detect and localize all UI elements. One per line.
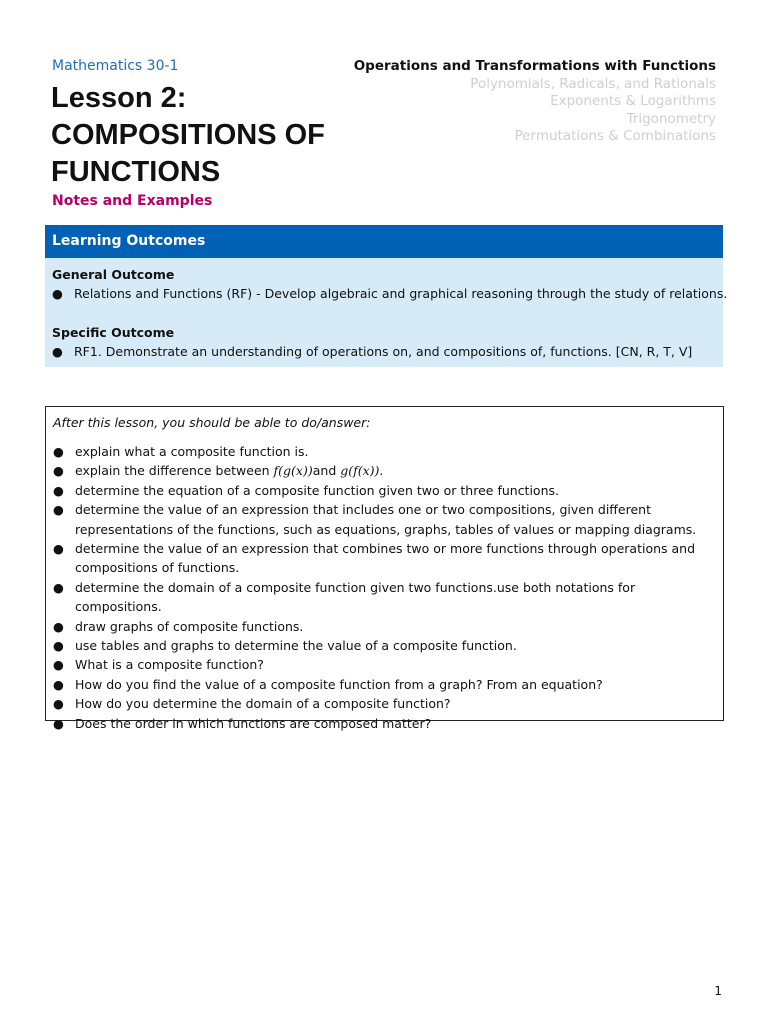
bullet-icon: ● (53, 638, 64, 654)
lesson-subtitle: Notes and Examples (52, 193, 213, 209)
lesson-goals-list (53, 442, 719, 733)
list-item: ● draw graphs of composite functions. (53, 617, 719, 636)
unit-list (354, 58, 716, 146)
bullet-icon: ● (53, 657, 64, 673)
bullet-icon: ● (53, 541, 64, 557)
list-item: ● Does the order in which functions are composed matter? (53, 714, 719, 733)
bullet-icon: ● (53, 463, 64, 479)
goal-text: . (379, 463, 384, 479)
list-item: ● determine the equation of a composite function given two or three functions. (53, 481, 719, 500)
bullet-icon: ● (53, 618, 64, 634)
general-outcome-text: Relations and Functions (RF) - Develop algebraic and graphical reasoning through the study of relations. (74, 286, 728, 301)
list-item: ● What is a composite function? (53, 655, 719, 674)
general-outcome-item (52, 286, 727, 301)
lesson-title-line: COMPOSITIONS OF (51, 119, 325, 151)
goal-text: and (312, 463, 341, 479)
general-outcome-label: General Outcome (52, 267, 175, 282)
bullet-icon: ● (53, 502, 64, 518)
specific-outcome-item (52, 344, 692, 359)
goal-text: explain the difference between (75, 463, 274, 479)
list-item: ● determine the domain of a composite function given two functions.use both notations for compositions. (53, 578, 719, 617)
bullet-icon: ● (53, 676, 64, 692)
bullet-icon: ● (52, 286, 63, 301)
specific-outcome-text: RF1. Demonstrate an understanding of operations on, and compositions of, functions. [CN, R, T, V] (74, 344, 693, 359)
list-item (53, 461, 719, 480)
bullet-icon: ● (53, 696, 64, 712)
lesson-goals-intro: After this lesson, you should be able to do/answer: (53, 415, 371, 430)
page-number: 1 (714, 984, 722, 998)
unit-item: Permutations & Combinations (514, 128, 716, 144)
bullet-icon: ● (53, 715, 64, 731)
unit-current: Operations and Transformations with Functions (353, 58, 716, 74)
list-item: ● use tables and graphs to determine the value of a composite function. (53, 636, 719, 655)
unit-item: Exponents & Logarithms (550, 93, 716, 109)
bullet-icon: ● (53, 482, 64, 498)
lesson-title-line: FUNCTIONS (51, 156, 221, 188)
learning-outcomes-box (45, 225, 728, 367)
list-item: ● explain what a composite function is. (53, 442, 719, 461)
lesson-goals-box (45, 406, 724, 731)
bullet-icon: ● (53, 444, 64, 459)
lesson-title (51, 80, 391, 191)
bullet-icon: ● (52, 344, 63, 359)
specific-outcome-label: Specific Outcome (52, 325, 175, 340)
list-item: ● determine the value of an expression that combines two or more functions through operations and compositions of functions. (53, 539, 719, 578)
list-item: ● How do you find the value of a composite function from a graph? From an equation? (53, 675, 719, 694)
list-item: ● determine the value of an expression that includes one or two compositions, given different representations of the functions, such as equations, graphs, tables of values or mapping diagrams. (53, 500, 719, 539)
bullet-icon: ● (53, 579, 64, 595)
list-item: ● How do you determine the domain of a composite function? (53, 694, 719, 713)
course-name: Mathematics 30-1 (52, 58, 179, 74)
expression-g-of-f: g(f(x)) (340, 463, 380, 479)
unit-item: Polynomials, Radicals, and Rationals (470, 75, 716, 92)
unit-item: Trigonometry (626, 110, 716, 127)
lesson-title-line: Lesson 2: (51, 82, 187, 114)
learning-outcomes-heading: Learning Outcomes (45, 225, 723, 258)
expression-f-of-g: f(g(x)) (273, 463, 313, 479)
